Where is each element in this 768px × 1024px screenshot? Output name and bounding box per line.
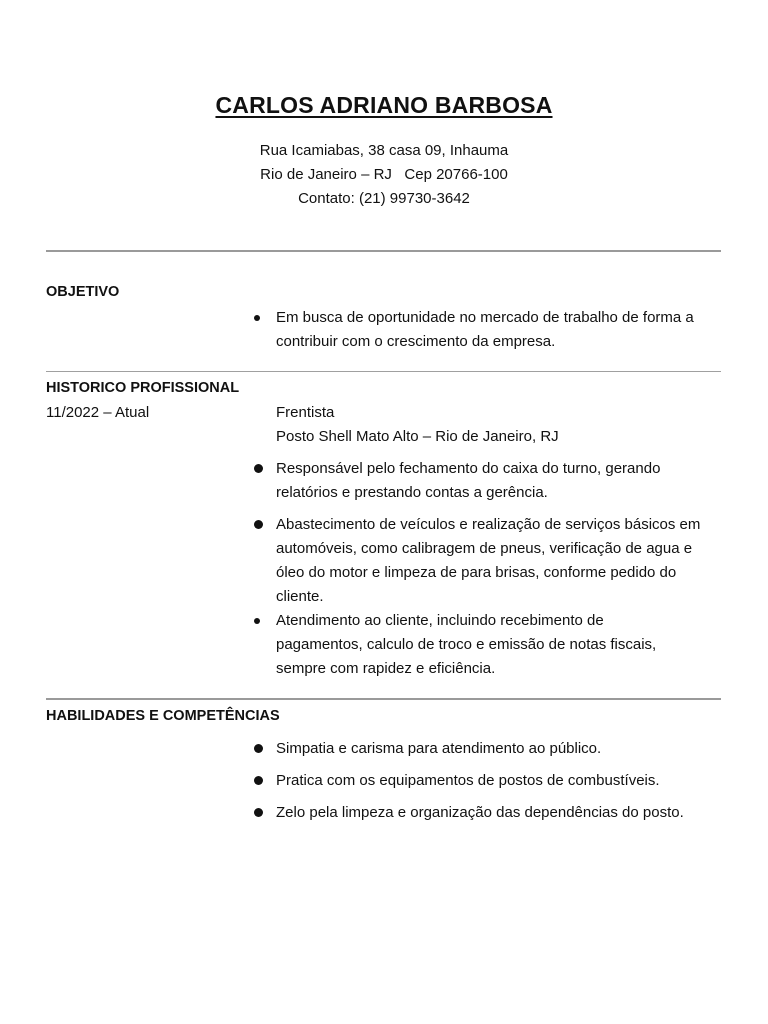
historico-heading: HISTORICO PROFISSIONAL	[46, 380, 240, 396]
habilidades-item-text: Pratica com os equipamentos de postos de combustíveis.	[276, 772, 660, 789]
habilidades-heading: HABILIDADES E COMPETÊNCIAS	[46, 708, 280, 724]
list-item	[254, 769, 724, 793]
bullet-icon	[254, 618, 260, 624]
historico-item-text: Atendimento ao cliente, incluindo recebimento de pagamentos, calculo de troco e emissão de notas fiscais, sempre com rapidez e eficiência.	[276, 612, 657, 677]
city-line: Rio de Janeiro – RJ Cep 20766-100	[260, 166, 508, 183]
bullet-icon	[254, 464, 263, 473]
job-company: Posto Shell Mato Alto – Rio de Janeiro, RJ	[276, 428, 559, 445]
list-item	[254, 457, 724, 505]
list-item	[254, 737, 724, 761]
objetivo-item-text: Em busca de oportunidade no mercado de trabalho de forma a contribuir com o crescimento da empresa.	[276, 309, 694, 350]
habilidades-item-text: Simpatia e carisma para atendimento ao público.	[276, 740, 602, 757]
divider-top	[46, 250, 721, 252]
divider-objetivo	[46, 371, 721, 372]
phone-line: Contato: (21) 99730-3642	[298, 190, 470, 207]
job-period: 11/2022 – Atual	[46, 404, 150, 421]
address-line: Rua Icamiabas, 38 casa 09, Inhauma	[259, 142, 509, 159]
divider-historico	[46, 698, 721, 700]
habilidades-item-text: Zelo pela limpeza e organização das dependências do posto.	[276, 804, 684, 821]
historico-item-text: Responsável pelo fechamento do caixa do turno, gerando relatórios e prestando contas a gerência.	[276, 460, 661, 501]
bullet-icon	[254, 776, 263, 785]
historico-item-text: Abastecimento de veículos e realização de serviços básicos em automóveis, como calibragem de pneus, verificação de agua e óleo do motor e limpeza de para brisas, conforme pedido do cliente.	[276, 516, 701, 605]
list-item	[254, 513, 712, 609]
job-role: Frentista	[276, 404, 335, 421]
candidate-name: CARLOS ADRIANO BARBOSA	[215, 92, 553, 118]
list-item	[254, 609, 694, 681]
bullet-icon	[254, 808, 263, 817]
list-item	[254, 801, 724, 825]
list-item	[254, 306, 694, 354]
objetivo-heading: OBJETIVO	[46, 284, 120, 300]
bullet-icon	[254, 315, 260, 321]
bullet-icon	[254, 520, 263, 529]
bullet-icon	[254, 744, 263, 753]
contact-block	[0, 139, 768, 211]
